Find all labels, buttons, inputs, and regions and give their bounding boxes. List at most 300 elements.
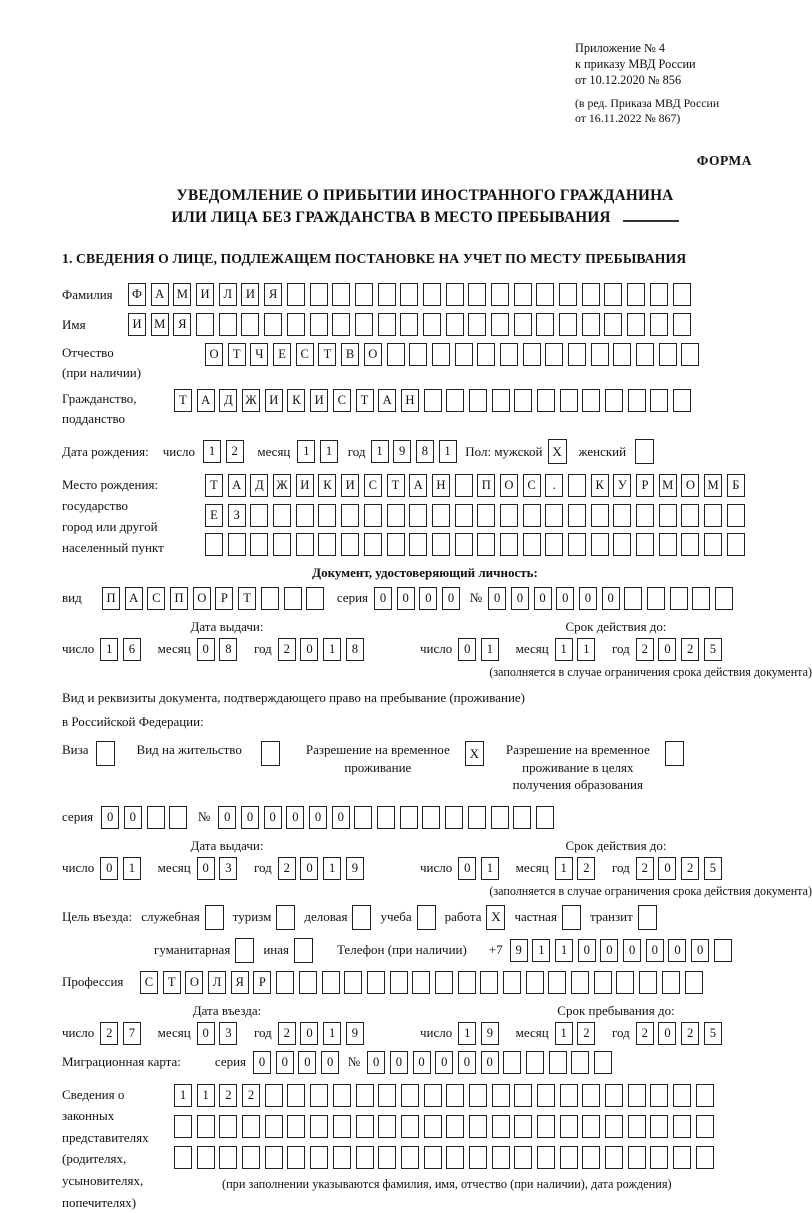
purpose-rabota-checkbox[interactable]: X: [486, 905, 505, 930]
char-cell[interactable]: [265, 1115, 283, 1138]
char-cell[interactable]: [341, 533, 359, 556]
char-cell[interactable]: 9: [393, 440, 411, 463]
char-cell[interactable]: [647, 587, 665, 610]
char-cell[interactable]: 9: [346, 1022, 364, 1045]
char-cell[interactable]: [446, 1115, 464, 1138]
char-cell[interactable]: [594, 1051, 612, 1074]
char-cell[interactable]: [400, 806, 418, 829]
char-cell[interactable]: [468, 313, 486, 336]
char-cell[interactable]: [627, 313, 645, 336]
char-cell[interactable]: 1: [371, 440, 389, 463]
char-cell[interactable]: [241, 313, 259, 336]
char-cell[interactable]: [333, 1084, 351, 1107]
char-cell[interactable]: 0: [600, 939, 618, 962]
char-cell[interactable]: [591, 343, 609, 366]
char-cell[interactable]: [401, 1115, 419, 1138]
char-cell[interactable]: [673, 1115, 691, 1138]
char-cell[interactable]: 6: [123, 638, 141, 661]
char-cell[interactable]: 0: [419, 587, 437, 610]
char-cell[interactable]: [468, 806, 486, 829]
char-cell[interactable]: 8: [346, 638, 364, 661]
char-cell[interactable]: [435, 971, 453, 994]
purpose-sluzhebnaya-checkbox[interactable]: [205, 905, 224, 930]
char-cell[interactable]: 0: [646, 939, 664, 962]
char-cell[interactable]: 5: [704, 638, 722, 661]
char-cell[interactable]: [491, 806, 509, 829]
char-cell[interactable]: [400, 283, 418, 306]
char-cell[interactable]: [696, 1084, 714, 1107]
char-cell[interactable]: [378, 1146, 396, 1169]
char-cell[interactable]: 2: [681, 857, 699, 880]
char-cell[interactable]: [265, 1084, 283, 1107]
char-cell[interactable]: [446, 283, 464, 306]
char-cell[interactable]: [673, 283, 691, 306]
char-cell[interactable]: [264, 313, 282, 336]
char-cell[interactable]: [458, 971, 476, 994]
char-cell[interactable]: 0: [658, 857, 676, 880]
char-cell[interactable]: 2: [219, 1084, 237, 1107]
char-cell[interactable]: 3: [219, 857, 237, 880]
char-cell[interactable]: [446, 1084, 464, 1107]
char-cell[interactable]: [423, 283, 441, 306]
char-cell[interactable]: Т: [238, 587, 256, 610]
char-cell[interactable]: 1: [481, 638, 499, 661]
char-cell[interactable]: 9: [481, 1022, 499, 1045]
char-cell[interactable]: К: [287, 389, 305, 412]
char-cell[interactable]: [571, 1051, 589, 1074]
char-cell[interactable]: [670, 587, 688, 610]
purpose-inaya-checkbox[interactable]: [294, 938, 313, 963]
char-cell[interactable]: [219, 313, 237, 336]
char-cell[interactable]: [514, 1146, 532, 1169]
char-cell[interactable]: Р: [636, 474, 654, 497]
char-cell[interactable]: 1: [555, 939, 573, 962]
char-cell[interactable]: 0: [488, 587, 506, 610]
char-cell[interactable]: [571, 971, 589, 994]
char-cell[interactable]: 1: [197, 1084, 215, 1107]
char-cell[interactable]: [242, 1146, 260, 1169]
char-cell[interactable]: [650, 1146, 668, 1169]
char-cell[interactable]: [341, 504, 359, 527]
char-cell[interactable]: К: [591, 474, 609, 497]
char-cell[interactable]: [477, 533, 495, 556]
char-cell[interactable]: 2: [577, 857, 595, 880]
char-cell[interactable]: [400, 313, 418, 336]
char-cell[interactable]: 3: [219, 1022, 237, 1045]
char-cell[interactable]: 0: [100, 857, 118, 880]
char-cell[interactable]: [491, 283, 509, 306]
char-cell[interactable]: И: [341, 474, 359, 497]
char-cell[interactable]: [560, 1115, 578, 1138]
char-cell[interactable]: М: [659, 474, 677, 497]
sex-female-checkbox[interactable]: [635, 439, 654, 464]
char-cell[interactable]: [446, 389, 464, 412]
char-cell[interactable]: [500, 343, 518, 366]
char-cell[interactable]: 2: [242, 1084, 260, 1107]
char-cell[interactable]: 1: [320, 440, 338, 463]
char-cell[interactable]: 0: [286, 806, 304, 829]
char-cell[interactable]: Д: [219, 389, 237, 412]
char-cell[interactable]: 0: [298, 1051, 316, 1074]
char-cell[interactable]: И: [296, 474, 314, 497]
char-cell[interactable]: [412, 971, 430, 994]
char-cell[interactable]: 9: [346, 857, 364, 880]
char-cell[interactable]: Ф: [128, 283, 146, 306]
char-cell[interactable]: 0: [367, 1051, 385, 1074]
char-cell[interactable]: О: [364, 343, 382, 366]
char-cell[interactable]: Т: [163, 971, 181, 994]
char-cell[interactable]: [503, 971, 521, 994]
char-cell[interactable]: В: [341, 343, 359, 366]
char-cell[interactable]: [387, 343, 405, 366]
char-cell[interactable]: [492, 1084, 510, 1107]
char-cell[interactable]: 0: [197, 1022, 215, 1045]
char-cell[interactable]: [491, 313, 509, 336]
char-cell[interactable]: 0: [511, 587, 529, 610]
char-cell[interactable]: 0: [435, 1051, 453, 1074]
char-cell[interactable]: [613, 533, 631, 556]
char-cell[interactable]: [387, 533, 405, 556]
char-cell[interactable]: 0: [397, 587, 415, 610]
char-cell[interactable]: Я: [173, 313, 191, 336]
char-cell[interactable]: 9: [510, 939, 528, 962]
char-cell[interactable]: М: [173, 283, 191, 306]
char-cell[interactable]: [605, 1115, 623, 1138]
char-cell[interactable]: [273, 504, 291, 527]
char-cell[interactable]: [492, 1115, 510, 1138]
char-cell[interactable]: 1: [323, 638, 341, 661]
char-cell[interactable]: [378, 1084, 396, 1107]
char-cell[interactable]: [422, 806, 440, 829]
char-cell[interactable]: [560, 389, 578, 412]
char-cell[interactable]: [401, 1146, 419, 1169]
char-cell[interactable]: [549, 1051, 567, 1074]
purpose-turizm-checkbox[interactable]: [276, 905, 295, 930]
char-cell[interactable]: 1: [297, 440, 315, 463]
char-cell[interactable]: [492, 389, 510, 412]
char-cell[interactable]: [219, 1146, 237, 1169]
sex-male-checkbox[interactable]: X: [548, 439, 567, 464]
char-cell[interactable]: [659, 504, 677, 527]
char-cell[interactable]: [537, 1084, 555, 1107]
char-cell[interactable]: [174, 1146, 192, 1169]
char-cell[interactable]: [387, 504, 405, 527]
char-cell[interactable]: [310, 1084, 328, 1107]
char-cell[interactable]: [424, 1084, 442, 1107]
char-cell[interactable]: Р: [253, 971, 271, 994]
char-cell[interactable]: [432, 504, 450, 527]
char-cell[interactable]: [673, 313, 691, 336]
char-cell[interactable]: [613, 343, 631, 366]
char-cell[interactable]: 1: [123, 857, 141, 880]
char-cell[interactable]: О: [500, 474, 518, 497]
char-cell[interactable]: [310, 283, 328, 306]
char-cell[interactable]: [409, 533, 427, 556]
char-cell[interactable]: Л: [219, 283, 237, 306]
char-cell[interactable]: 0: [691, 939, 709, 962]
char-cell[interactable]: 1: [555, 1022, 573, 1045]
char-cell[interactable]: 0: [390, 1051, 408, 1074]
char-cell[interactable]: О: [193, 587, 211, 610]
char-cell[interactable]: [582, 1084, 600, 1107]
char-cell[interactable]: А: [409, 474, 427, 497]
char-cell[interactable]: [219, 1115, 237, 1138]
char-cell[interactable]: 1: [458, 1022, 476, 1045]
char-cell[interactable]: [477, 504, 495, 527]
char-cell[interactable]: [250, 504, 268, 527]
char-cell[interactable]: [715, 587, 733, 610]
char-cell[interactable]: 0: [241, 806, 259, 829]
char-cell[interactable]: [355, 313, 373, 336]
char-cell[interactable]: М: [704, 474, 722, 497]
char-cell[interactable]: [196, 313, 214, 336]
char-cell[interactable]: О: [185, 971, 203, 994]
char-cell[interactable]: [624, 587, 642, 610]
char-cell[interactable]: [727, 533, 745, 556]
char-cell[interactable]: [526, 971, 544, 994]
char-cell[interactable]: 1: [174, 1084, 192, 1107]
char-cell[interactable]: [627, 283, 645, 306]
char-cell[interactable]: [276, 971, 294, 994]
char-cell[interactable]: [468, 283, 486, 306]
char-cell[interactable]: [364, 533, 382, 556]
char-cell[interactable]: [480, 971, 498, 994]
char-cell[interactable]: [299, 971, 317, 994]
char-cell[interactable]: [560, 1084, 578, 1107]
char-cell[interactable]: 0: [264, 806, 282, 829]
char-cell[interactable]: А: [228, 474, 246, 497]
char-cell[interactable]: П: [170, 587, 188, 610]
char-cell[interactable]: А: [125, 587, 143, 610]
char-cell[interactable]: [424, 1146, 442, 1169]
char-cell[interactable]: [273, 533, 291, 556]
char-cell[interactable]: 5: [704, 857, 722, 880]
char-cell[interactable]: [333, 1115, 351, 1138]
char-cell[interactable]: [469, 1146, 487, 1169]
char-cell[interactable]: [310, 313, 328, 336]
char-cell[interactable]: [265, 1146, 283, 1169]
char-cell[interactable]: [469, 1084, 487, 1107]
char-cell[interactable]: [582, 1115, 600, 1138]
char-cell[interactable]: [197, 1115, 215, 1138]
char-cell[interactable]: [446, 1146, 464, 1169]
char-cell[interactable]: [492, 1146, 510, 1169]
char-cell[interactable]: И: [265, 389, 283, 412]
char-cell[interactable]: 2: [278, 857, 296, 880]
char-cell[interactable]: [503, 1051, 521, 1074]
char-cell[interactable]: [284, 587, 302, 610]
char-cell[interactable]: [650, 1115, 668, 1138]
char-cell[interactable]: И: [310, 389, 328, 412]
char-cell[interactable]: [537, 1115, 555, 1138]
char-cell[interactable]: [685, 971, 703, 994]
char-cell[interactable]: П: [477, 474, 495, 497]
char-cell[interactable]: [364, 504, 382, 527]
char-cell[interactable]: 0: [458, 857, 476, 880]
char-cell[interactable]: Ж: [242, 389, 260, 412]
char-cell[interactable]: 0: [623, 939, 641, 962]
char-cell[interactable]: Ч: [250, 343, 268, 366]
char-cell[interactable]: К: [318, 474, 336, 497]
char-cell[interactable]: [526, 1051, 544, 1074]
char-cell[interactable]: [378, 283, 396, 306]
char-cell[interactable]: [296, 533, 314, 556]
char-cell[interactable]: [605, 389, 623, 412]
char-cell[interactable]: С: [523, 474, 541, 497]
char-cell[interactable]: [424, 1115, 442, 1138]
char-cell[interactable]: 0: [300, 857, 318, 880]
char-cell[interactable]: [287, 313, 305, 336]
char-cell[interactable]: [559, 283, 577, 306]
char-cell[interactable]: [604, 283, 622, 306]
char-cell[interactable]: 0: [218, 806, 236, 829]
char-cell[interactable]: Я: [231, 971, 249, 994]
char-cell[interactable]: [594, 971, 612, 994]
char-cell[interactable]: [205, 533, 223, 556]
char-cell[interactable]: [568, 343, 586, 366]
char-cell[interactable]: 7: [123, 1022, 141, 1045]
char-cell[interactable]: Т: [228, 343, 246, 366]
char-cell[interactable]: 0: [658, 1022, 676, 1045]
char-cell[interactable]: [662, 971, 680, 994]
char-cell[interactable]: [378, 1115, 396, 1138]
char-cell[interactable]: [560, 1146, 578, 1169]
char-cell[interactable]: [287, 1115, 305, 1138]
char-cell[interactable]: [650, 1084, 668, 1107]
char-cell[interactable]: [514, 389, 532, 412]
char-cell[interactable]: 2: [278, 638, 296, 661]
char-cell[interactable]: У: [613, 474, 631, 497]
char-cell[interactable]: 0: [332, 806, 350, 829]
char-cell[interactable]: [169, 806, 187, 829]
char-cell[interactable]: [310, 1146, 328, 1169]
char-cell[interactable]: [536, 283, 554, 306]
char-cell[interactable]: 2: [100, 1022, 118, 1045]
char-cell[interactable]: [445, 806, 463, 829]
char-cell[interactable]: [613, 504, 631, 527]
char-cell[interactable]: [514, 1084, 532, 1107]
char-cell[interactable]: 0: [602, 587, 620, 610]
char-cell[interactable]: [523, 533, 541, 556]
char-cell[interactable]: [174, 1115, 192, 1138]
char-cell[interactable]: [455, 474, 473, 497]
char-cell[interactable]: [401, 1084, 419, 1107]
char-cell[interactable]: 0: [578, 939, 596, 962]
char-cell[interactable]: [367, 971, 385, 994]
char-cell[interactable]: [318, 504, 336, 527]
char-cell[interactable]: [704, 504, 722, 527]
char-cell[interactable]: [242, 1115, 260, 1138]
char-cell[interactable]: Ж: [273, 474, 291, 497]
char-cell[interactable]: [628, 1146, 646, 1169]
char-cell[interactable]: А: [378, 389, 396, 412]
char-cell[interactable]: [548, 971, 566, 994]
char-cell[interactable]: [500, 504, 518, 527]
char-cell[interactable]: 0: [300, 638, 318, 661]
char-cell[interactable]: [446, 313, 464, 336]
char-cell[interactable]: [513, 806, 531, 829]
char-cell[interactable]: [197, 1146, 215, 1169]
char-cell[interactable]: 2: [278, 1022, 296, 1045]
char-cell[interactable]: [568, 474, 586, 497]
char-cell[interactable]: А: [151, 283, 169, 306]
char-cell[interactable]: С: [333, 389, 351, 412]
char-cell[interactable]: 0: [276, 1051, 294, 1074]
char-cell[interactable]: 2: [577, 1022, 595, 1045]
char-cell[interactable]: [681, 533, 699, 556]
char-cell[interactable]: 0: [668, 939, 686, 962]
char-cell[interactable]: [568, 504, 586, 527]
char-cell[interactable]: [287, 1146, 305, 1169]
char-cell[interactable]: [355, 283, 373, 306]
char-cell[interactable]: [296, 504, 314, 527]
char-cell[interactable]: 0: [309, 806, 327, 829]
char-cell[interactable]: [469, 1115, 487, 1138]
char-cell[interactable]: [333, 1146, 351, 1169]
char-cell[interactable]: 0: [197, 638, 215, 661]
char-cell[interactable]: 0: [374, 587, 392, 610]
char-cell[interactable]: 5: [704, 1022, 722, 1045]
char-cell[interactable]: Н: [432, 474, 450, 497]
char-cell[interactable]: Р: [215, 587, 233, 610]
char-cell[interactable]: [604, 313, 622, 336]
char-cell[interactable]: Е: [273, 343, 291, 366]
char-cell[interactable]: [455, 343, 473, 366]
char-cell[interactable]: 0: [658, 638, 676, 661]
char-cell[interactable]: 0: [413, 1051, 431, 1074]
char-cell[interactable]: 2: [636, 1022, 654, 1045]
char-cell[interactable]: [287, 283, 305, 306]
char-cell[interactable]: Т: [205, 474, 223, 497]
char-cell[interactable]: [356, 1115, 374, 1138]
char-cell[interactable]: 0: [579, 587, 597, 610]
char-cell[interactable]: [523, 504, 541, 527]
char-cell[interactable]: 1: [555, 638, 573, 661]
char-cell[interactable]: [591, 504, 609, 527]
char-cell[interactable]: [636, 533, 654, 556]
char-cell[interactable]: [696, 1115, 714, 1138]
char-cell[interactable]: [332, 313, 350, 336]
char-cell[interactable]: 2: [681, 638, 699, 661]
char-cell[interactable]: [500, 533, 518, 556]
char-cell[interactable]: [536, 806, 554, 829]
char-cell[interactable]: 1: [323, 1022, 341, 1045]
char-cell[interactable]: [432, 533, 450, 556]
char-cell[interactable]: [650, 283, 668, 306]
char-cell[interactable]: [514, 313, 532, 336]
char-cell[interactable]: [261, 587, 279, 610]
char-cell[interactable]: [582, 313, 600, 336]
char-cell[interactable]: [628, 1084, 646, 1107]
char-cell[interactable]: М: [151, 313, 169, 336]
char-cell[interactable]: 8: [416, 440, 434, 463]
char-cell[interactable]: [147, 806, 165, 829]
char-cell[interactable]: Т: [318, 343, 336, 366]
char-cell[interactable]: [673, 1084, 691, 1107]
char-cell[interactable]: [681, 343, 699, 366]
char-cell[interactable]: 0: [458, 638, 476, 661]
char-cell[interactable]: [659, 533, 677, 556]
char-cell[interactable]: [318, 533, 336, 556]
char-cell[interactable]: Т: [174, 389, 192, 412]
char-cell[interactable]: [306, 587, 324, 610]
char-cell[interactable]: [636, 504, 654, 527]
char-cell[interactable]: 1: [481, 857, 499, 880]
char-cell[interactable]: [636, 343, 654, 366]
char-cell[interactable]: 0: [101, 806, 119, 829]
char-cell[interactable]: 1: [100, 638, 118, 661]
char-cell[interactable]: [228, 533, 246, 556]
